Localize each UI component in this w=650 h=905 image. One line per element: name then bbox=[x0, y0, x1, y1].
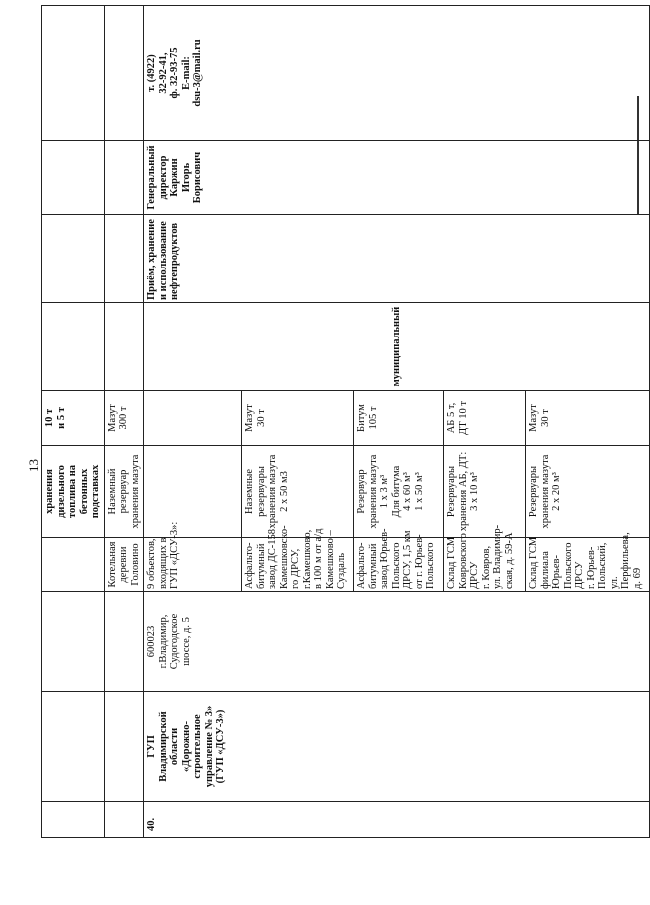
contacts-cell bbox=[104, 6, 144, 141]
storage-cell: Резервуары хранения мазута 2 х 20 м³ bbox=[526, 446, 650, 538]
ownership-cell bbox=[104, 303, 144, 391]
address-cell bbox=[104, 592, 144, 692]
org-cell bbox=[42, 692, 105, 802]
object-name-cell: Асфальто- битумный завод Юрьев- Польского ДРСУ, 1,5 км от г. Юрьев- Польского bbox=[354, 538, 444, 592]
object-name-cell: Склад ГСМ Ковровского ДРСУ г. Ковров, ул. Владимир- ская, д. 59-А bbox=[444, 538, 526, 592]
document-table bbox=[41, 5, 650, 838]
address-cell bbox=[42, 592, 105, 692]
storage-cell: Резервуар хранения мазута 1 х 3 м³ Для битума 4 х 60 м³ 1 х 50 м³ bbox=[354, 446, 444, 538]
address-cell: 600023 г.Владимир, Судогодское шоссе, д. 5 bbox=[144, 592, 650, 692]
activity-cell bbox=[104, 215, 144, 303]
object-name-cell: Склад ГСМ филиала Юрьев- Польского ДРСУ г. Юрьев- Польский, ул. Перфильева, д. 69 bbox=[526, 538, 650, 592]
storage-cell: Наземный резервуар хранения мазута bbox=[104, 446, 144, 538]
rotated-table-area bbox=[41, 6, 643, 838]
object-name-cell: Асфальто- битумный завод ДС-158 Камешковско- го ДРСУ, г.Камешково, в 100 м от а/д Камешково – Суздаль bbox=[242, 538, 354, 592]
object-name-cell bbox=[42, 538, 105, 592]
volume-cell: Мазут 30 т bbox=[526, 391, 650, 446]
volume-cell: АБ 5 т, ДТ 10 т bbox=[444, 391, 526, 446]
volume-cell bbox=[144, 391, 242, 446]
num-cell bbox=[42, 802, 105, 838]
head-cell bbox=[104, 141, 144, 215]
storage-cell bbox=[144, 446, 242, 538]
num-cell bbox=[104, 802, 144, 838]
activity-cell bbox=[42, 215, 105, 303]
storage-cell: хранения дизельного топлива на бетонных подставках bbox=[42, 446, 105, 538]
storage-cell: Наземные резервуары хранения мазута 2 х 50 м3 bbox=[242, 446, 354, 538]
activity-cell: Приём, хранение и использование нефтепродуктов bbox=[144, 215, 650, 303]
object-name-cell: Котельная деревни Головино bbox=[104, 538, 144, 592]
volume-cell: 10 т и 5 т bbox=[42, 391, 105, 446]
table-row bbox=[144, 6, 242, 838]
volume-cell: Мазут 30 т bbox=[242, 391, 354, 446]
ownership-cell: муниципальный bbox=[144, 303, 650, 391]
head-cell bbox=[42, 141, 105, 215]
head-cell: Генеральный директор Каржин Игорь Борисович bbox=[144, 141, 650, 215]
row-number: 40. bbox=[144, 802, 650, 838]
table-row bbox=[42, 6, 105, 838]
volume-cell: Битум 105 т bbox=[354, 391, 444, 446]
contacts-cell: т. (4922) 32-92-41, ф. 32-93-75 E-mail: dsu-3@mail.ru bbox=[144, 6, 650, 141]
table-row bbox=[104, 6, 144, 838]
ownership-cell bbox=[42, 303, 105, 391]
volume-cell: Мазут 300 т bbox=[104, 391, 144, 446]
storage-cell: Резервуары хранения АБ, ДТ: 3 х 10 м³ bbox=[444, 446, 526, 538]
object-name-cell: 9 объектов, входящих в ГУП «ДСУ-3»: bbox=[144, 538, 242, 592]
org-cell bbox=[104, 692, 144, 802]
contacts-cell bbox=[42, 6, 105, 141]
organization-cell: ГУП Владимирской области «Дорожно- строительное управление № 3» (ГУП «ДСУ-3») bbox=[144, 692, 650, 802]
page-number: 13 bbox=[26, 459, 41, 472]
